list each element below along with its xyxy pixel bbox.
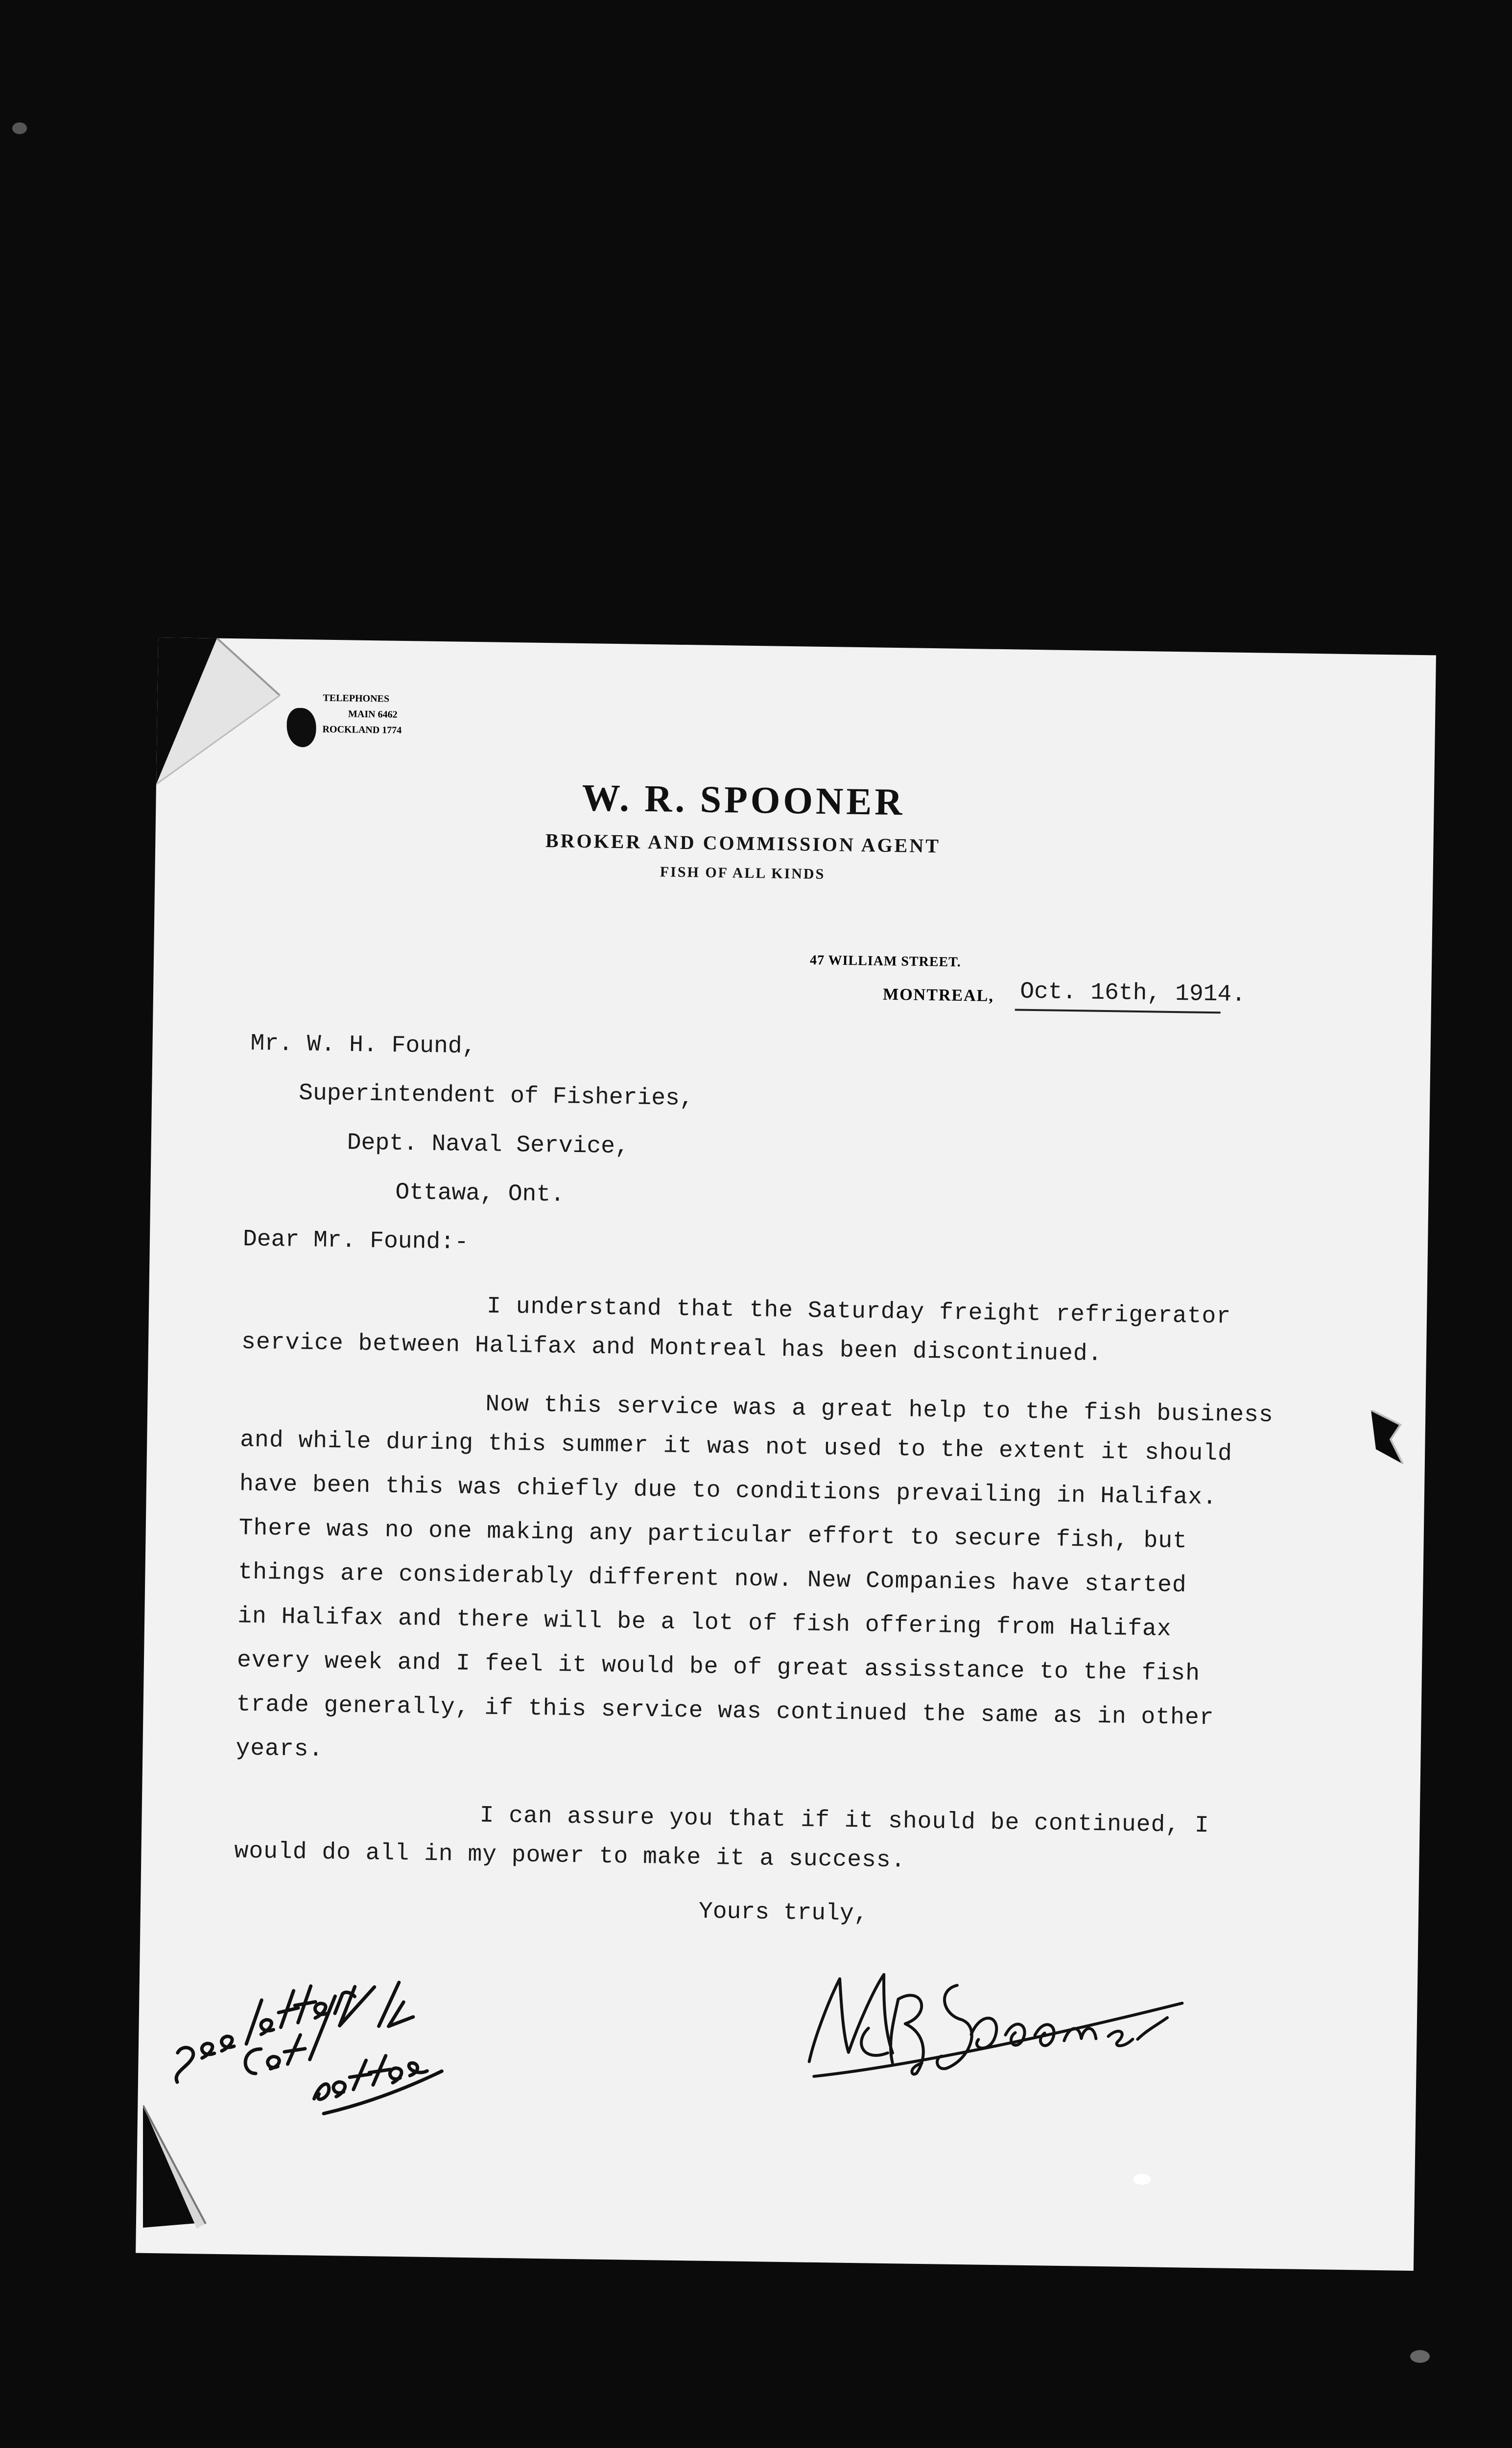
body-line: I can assure you that if it should be continued, I	[479, 1802, 1210, 1839]
handwritten-annotation	[167, 1911, 473, 2121]
body-line: in Halifax and there will be a lot of fish offering from Halifax	[237, 1603, 1172, 1643]
punch-mark	[286, 708, 316, 748]
bottom-fold	[143, 2105, 216, 2233]
phone-rockland: ROCKLAND 1774	[322, 724, 402, 736]
telephones-label: TELEPHONES	[323, 692, 390, 705]
body-line: would do all in my power to make it a success.	[234, 1838, 906, 1874]
company-tagline: BROKER AND COMMISSION AGENT	[545, 829, 941, 857]
letter-date: Oct. 16th, 1914.	[1019, 978, 1246, 1009]
salutation: Dear Mr. Found:-	[242, 1226, 469, 1256]
city-label: MONTREAL,	[882, 985, 994, 1005]
recipient-title: Superintendent of Fisheries,	[298, 1080, 694, 1112]
body-line: service between Halifax and Montreal has been discontinued.	[241, 1329, 1103, 1368]
street-address: 47 WILLIAM STREET.	[809, 952, 961, 970]
recipient-name: Mr. W. H. Found,	[250, 1030, 476, 1060]
body-line: every week and I feel it would be of great assisstance to the fish	[236, 1647, 1201, 1687]
body-line: I understand that the Saturday freight refrigerator	[486, 1293, 1231, 1330]
body-line: things are considerably different now. New Companies have started	[238, 1559, 1187, 1599]
body-line: and while during this summer it was not used to the extent it should	[239, 1427, 1233, 1467]
company-name: W. R. SPOONER	[581, 776, 906, 824]
recipient-department: Dept. Naval Service,	[347, 1130, 630, 1160]
body-line: trade generally, if this service was continued the same as in other	[236, 1691, 1214, 1732]
recipient-city: Ottawa, Ont.	[395, 1179, 565, 1208]
company-goods: FISH OF ALL KINDS	[660, 864, 826, 883]
phone-main: MAIN 6462	[348, 708, 398, 720]
closing: Yours truly,	[698, 1898, 868, 1928]
film-speck	[12, 122, 27, 134]
body-line: Now this service was a great help to the fish business	[485, 1391, 1274, 1429]
letter-sheet	[136, 637, 1436, 2271]
right-edge-tear	[1361, 1410, 1405, 1469]
signature	[794, 1939, 1198, 2091]
body-line: years.	[236, 1735, 324, 1763]
date-underline	[1015, 1009, 1221, 1013]
body-line: have been this was chiefly due to conditions prevailing in Halifax.	[239, 1471, 1218, 1511]
paper-speck	[1133, 2174, 1151, 2185]
body-line: There was no one making any particular effort to secure fish, but	[238, 1515, 1188, 1555]
film-speck	[1410, 2350, 1430, 2363]
